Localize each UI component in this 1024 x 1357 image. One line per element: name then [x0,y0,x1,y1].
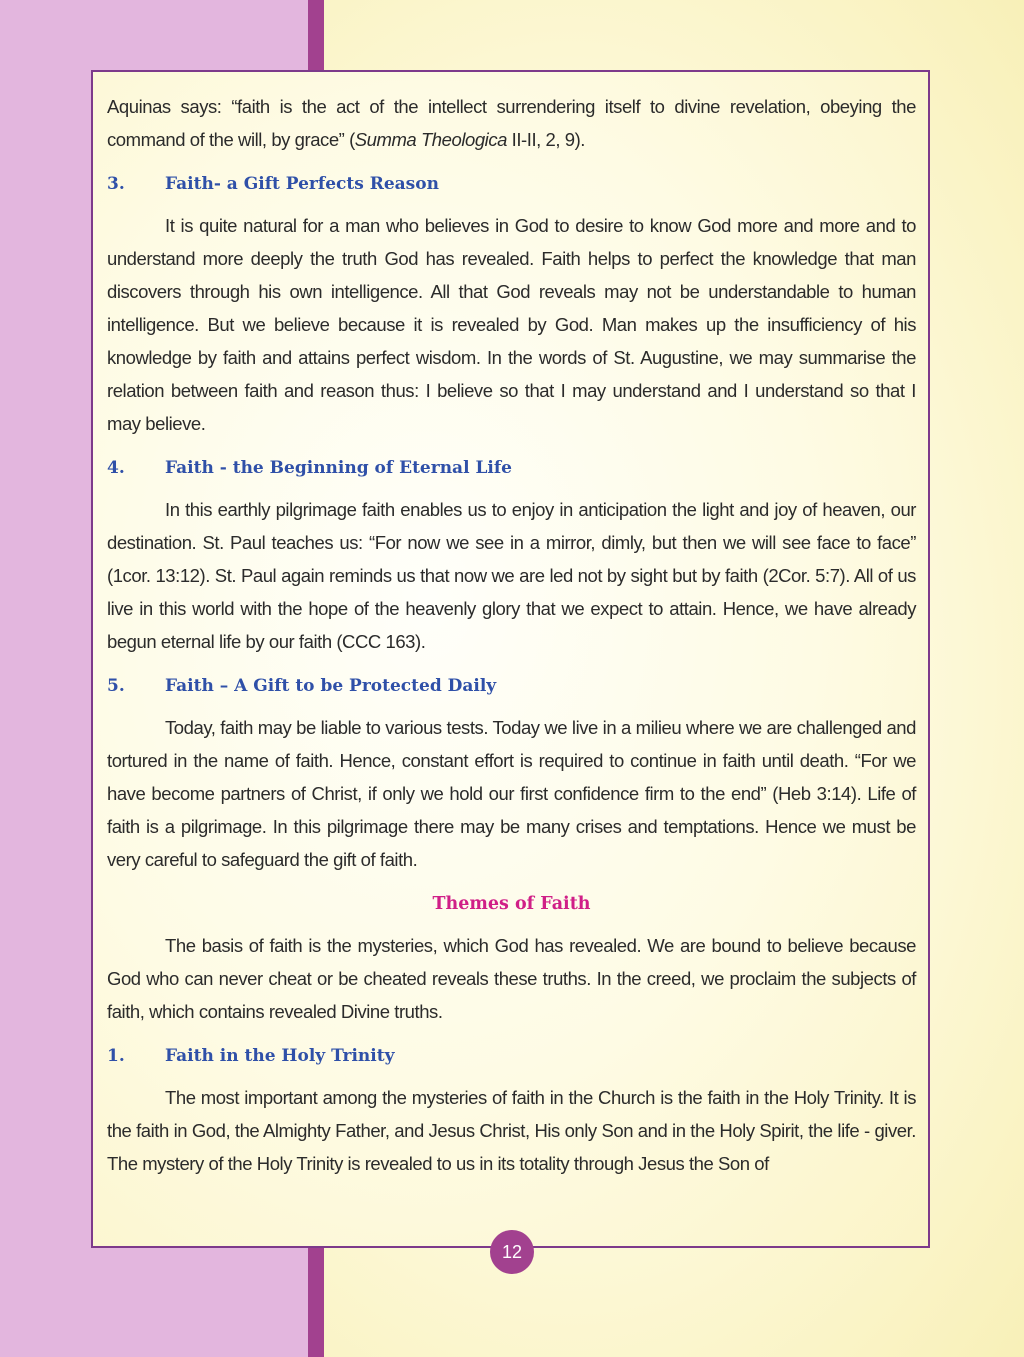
paragraph-aquinas: Aquinas says: “faith is the act of the intellect surrendering itself to divine revelation, obeying the command of the will, by grace” (Summa Theologica II-II, 2, 9). [107,96,916,150]
section-heading-3: 3. Faith- a Gift Perfects Reason [107,174,439,194]
page-content [107,90,916,1180]
trinity-text: The most important among the mysteries of faith in the Church is the faith in the Holy Trinity. It is the faith in God, the Almighty Father, and Jesus Christ, His only Son and in the Holy Spirit, the life - giver. The mystery of the Holy Trinity is revealed to us in its totality through Jesus the Son of [107,1087,916,1174]
section-4-text: In this earthly pilgrimage faith enables us to enjoy in anticipation the light and joy of heaven, our destination. St. Paul teaches us: “For now we see in a mirror, dimly, but then we will see face to face” (1cor. 13:12). St. Paul again reminds us that now we are led not by sight but by faith (2Cor. 5:7). All of us live in this world with the hope of the heavenly glory that we expect to attain. Hence, we have already begun eternal life by our faith (CCC 163). [107,499,916,652]
trinity-heading: 1. Faith in the Holy Trinity [107,1046,395,1066]
themes-heading: Themes of Faith [432,894,591,914]
themes-text: The basis of faith is the mysteries, which God has revealed. We are bound to believe because God who can never cheat or be cheated reveals these truths. In the creed, we proclaim the subjects of faith, which contains revealed Divine truths. [107,935,916,1022]
section-3-text: It is quite natural for a man who believes in God to desire to know God more and more and to understand more deeply the truth God has revealed. Faith helps to perfect the knowledge that man discovers through his own intelligence. All that God reveals may not be understandable to human intelligence. But we believe because it is revealed by God. Man makes up the insufficiency of his knowledge by faith and attains perfect wisdom. In the words of St. Augustine, we may summarise the relation between faith and reason thus: I believe so that I may understand and I understand so that I may believe. [107,215,916,434]
book-title: Summa Theologica [354,129,507,150]
section-heading-4: 4. Faith - the Beginning of Eternal Life [107,458,512,478]
section-5-text: Today, faith may be liable to various tests. Today we live in a milieu where we are challenged and tortured in the name of faith. Hence, constant effort is required to continue in faith until death. “For we have become partners of Christ, if only we hold our first confidence firm to the end” (Heb 3:14). Life of faith is a pilgrimage. In this pilgrimage there may be many crises and temptations. Hence we must be very careful to safeguard the gift of faith. [107,717,916,870]
page-number-badge: 12 [490,1230,534,1274]
section-heading-5: 5. Faith – A Gift to be Protected Daily [107,676,497,696]
content-frame [91,70,930,1248]
